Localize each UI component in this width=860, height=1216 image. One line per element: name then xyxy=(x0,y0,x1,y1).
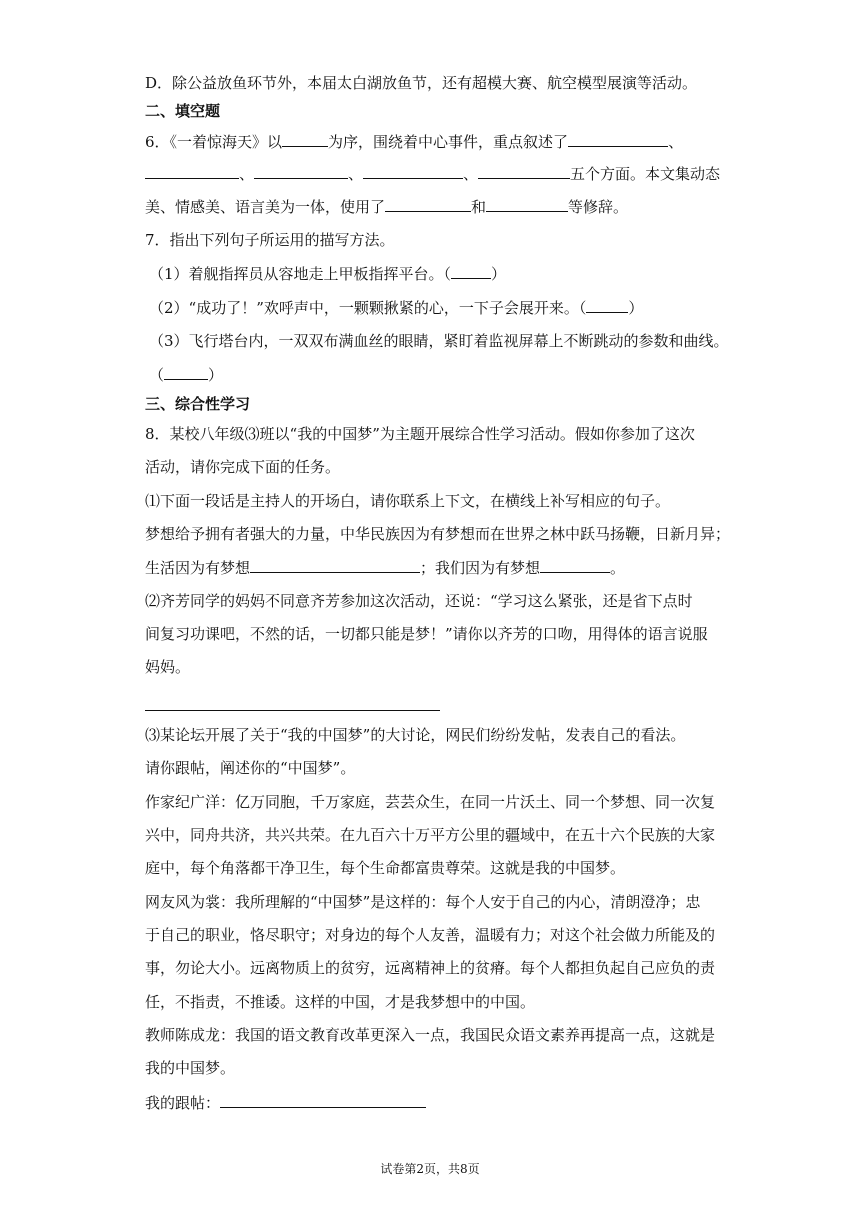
question-7 xyxy=(145,230,395,250)
q7-text: ） xyxy=(208,366,224,384)
post-text: 教师陈成龙：我国的语文教育改革更深入一点，我国民众语文素养再提高一点，这就是 xyxy=(145,1026,716,1044)
option-d xyxy=(145,73,697,93)
question-8-line-2 xyxy=(145,457,340,477)
answer-blank[interactable] xyxy=(220,1092,426,1108)
post-netizen-1 xyxy=(145,892,700,912)
q8-text: 8．某校八年级⑶班以“我的中国梦”为主题开展综合性学习活动。假如你参加了这次 xyxy=(145,425,695,443)
post-text: 兴中，同舟共济，共兴共荣。在九百六十万平方公里的疆域中，在五十六个民族的大家 xyxy=(145,826,716,844)
q6-text: 美、情感美、语言美为一体，使用了 xyxy=(145,198,386,216)
question-8-3-line-1 xyxy=(145,725,685,745)
question-8-1-text xyxy=(145,524,730,544)
question-8-2-line-1 xyxy=(145,591,693,611)
question-6-line-1 xyxy=(145,131,683,152)
page-footer: 试卷第2页，共8页 xyxy=(380,1162,480,1176)
question-7-3 xyxy=(149,331,729,351)
q6-text: 为序，围绕着中心事件，重点叙述了 xyxy=(328,133,569,151)
question-6-line-3 xyxy=(145,196,628,217)
question-7-2 xyxy=(149,297,643,318)
post-teacher-2 xyxy=(145,1058,235,1078)
answer-blank[interactable] xyxy=(385,196,471,212)
post-text: 于自己的职业，恪尽职守；对身边的每个人友善，温暖有力；对这个社会做力所能及的 xyxy=(145,926,716,944)
q7-text: ） xyxy=(628,299,644,317)
post-text: 网友风为裳：我所理解的“中国梦”是这样的：每个人安于自己的内心，清朗澄净；忠 xyxy=(145,893,701,911)
post-text: 庭中，每个角落都干净卫生，每个生命都富贵尊荣。这就是我的中国梦。 xyxy=(145,859,626,877)
post-text: 事，勿论大小。远离物质上的贫穷，远离精神上的贫瘠。每个人都担负起自己应负的责 xyxy=(145,959,716,977)
answer-blank[interactable] xyxy=(250,557,420,573)
q8-text: 生活因为有梦想 xyxy=(145,559,251,577)
answer-blank[interactable] xyxy=(540,557,610,573)
my-reply-label: 我的跟帖： xyxy=(145,1094,221,1112)
q7-text: 7．指出下列句子所运用的描写方法。 xyxy=(145,231,395,249)
question-8-2-line-3 xyxy=(145,657,190,677)
q8-text: ⑵齐芳同学的妈妈不同意齐芳参加这次活动，还说：“学习这么紧张，还是省下点时 xyxy=(145,592,693,610)
q7-text: ） xyxy=(491,265,507,283)
q8-text: ⑴下面一段话是主持人的开场白，请你联系上下文，在横线上补写相应的句子。 xyxy=(145,492,671,510)
question-8-2-line-2 xyxy=(145,624,708,644)
post-writer-1 xyxy=(145,792,715,812)
q8-text: 请你跟帖，阐述你的“中国梦”。 xyxy=(145,759,356,777)
post-writer-2 xyxy=(145,825,715,845)
q8-text: 间复习功课吧，不然的话，一切都只能是梦！”请你以齐芳的口吻，用得体的语言说服 xyxy=(145,625,708,643)
post-text: 作家纪广洋：亿万同胞，千万家庭，芸芸众生，在同一片沃土、同一个梦想、同一次复 xyxy=(145,793,716,811)
q6-text: 、 xyxy=(239,165,255,183)
q7-text: （2）“成功了！”欢呼声中，一颗颗揪紧的心，一下子会展开来。（ xyxy=(149,299,587,317)
q6-text: 和 xyxy=(471,198,487,216)
answer-blank[interactable] xyxy=(254,163,348,179)
post-text: 我的中国梦。 xyxy=(145,1059,236,1077)
section-heading-text: 二、填空题 xyxy=(145,102,221,120)
my-reply xyxy=(145,1092,426,1113)
q6-text: 、 xyxy=(668,133,684,151)
q6-text: 6．《一着惊海天》以 xyxy=(145,133,283,151)
post-netizen-4 xyxy=(145,992,535,1012)
answer-blank[interactable] xyxy=(478,163,570,179)
answer-blank[interactable] xyxy=(451,263,491,279)
section-heading-comprehensive xyxy=(145,394,250,414)
answer-blank[interactable] xyxy=(164,364,208,380)
answer-blank[interactable] xyxy=(568,131,668,147)
q6-text: 等修辞。 xyxy=(568,198,629,216)
q8-text: 。 xyxy=(610,559,626,577)
answer-blank[interactable] xyxy=(586,297,628,313)
q7-text: （ xyxy=(149,366,165,384)
post-netizen-3 xyxy=(145,958,715,978)
question-7-1 xyxy=(149,263,506,284)
answer-blank[interactable] xyxy=(486,196,568,212)
answer-blank[interactable] xyxy=(282,131,328,147)
question-8-3-line-2 xyxy=(145,758,355,778)
q8-text: 活动，请你完成下面的任务。 xyxy=(145,458,341,476)
option-d-text: D．除公益放鱼环节外，本届太白湖放鱼节，还有超模大赛、航空模型展演等活动。 xyxy=(145,74,698,92)
answer-blank[interactable] xyxy=(145,163,239,179)
section-heading-text: 三、综合性学习 xyxy=(145,395,251,413)
post-text: 任，不指责，不推诿。这样的中国，才是我梦想中的中国。 xyxy=(145,993,536,1011)
section-heading-fill-blank xyxy=(145,101,220,121)
q6-text: 、 xyxy=(463,165,479,183)
answer-blank[interactable] xyxy=(363,163,463,179)
question-8-1-blanks xyxy=(145,557,625,578)
question-6-line-2 xyxy=(145,163,720,184)
q8-text: 妈妈。 xyxy=(145,658,191,676)
post-writer-3 xyxy=(145,858,625,878)
question-8-line-1 xyxy=(145,424,695,444)
q7-text: （1）着舰指挥员从容地走上甲板指挥平台。（ xyxy=(149,265,452,283)
post-teacher-1 xyxy=(145,1025,715,1045)
post-netizen-2 xyxy=(145,925,715,945)
q6-text: 、 xyxy=(348,165,364,183)
q8-text: 梦想给予拥有者强大的力量，中华民族因为有梦想而在世界之林中跃马扬鞭，日新月异； xyxy=(145,525,731,543)
q6-text: 五个方面。本文集动态 xyxy=(570,165,721,183)
q7-text: （3）飞行塔台内，一双双布满血丝的眼睛，紧盯着监视屏幕上不断跳动的参数和曲线。 xyxy=(149,332,729,350)
q8-text: ⑶某论坛开展了关于“我的中国梦”的大讨论，网民们纷纷发帖，发表自己的看法。 xyxy=(145,726,686,744)
answer-line[interactable] xyxy=(145,710,440,711)
question-8-1 xyxy=(145,491,670,511)
question-7-3-answer xyxy=(149,364,223,385)
q8-text: ；我们因为有梦想 xyxy=(420,559,541,577)
